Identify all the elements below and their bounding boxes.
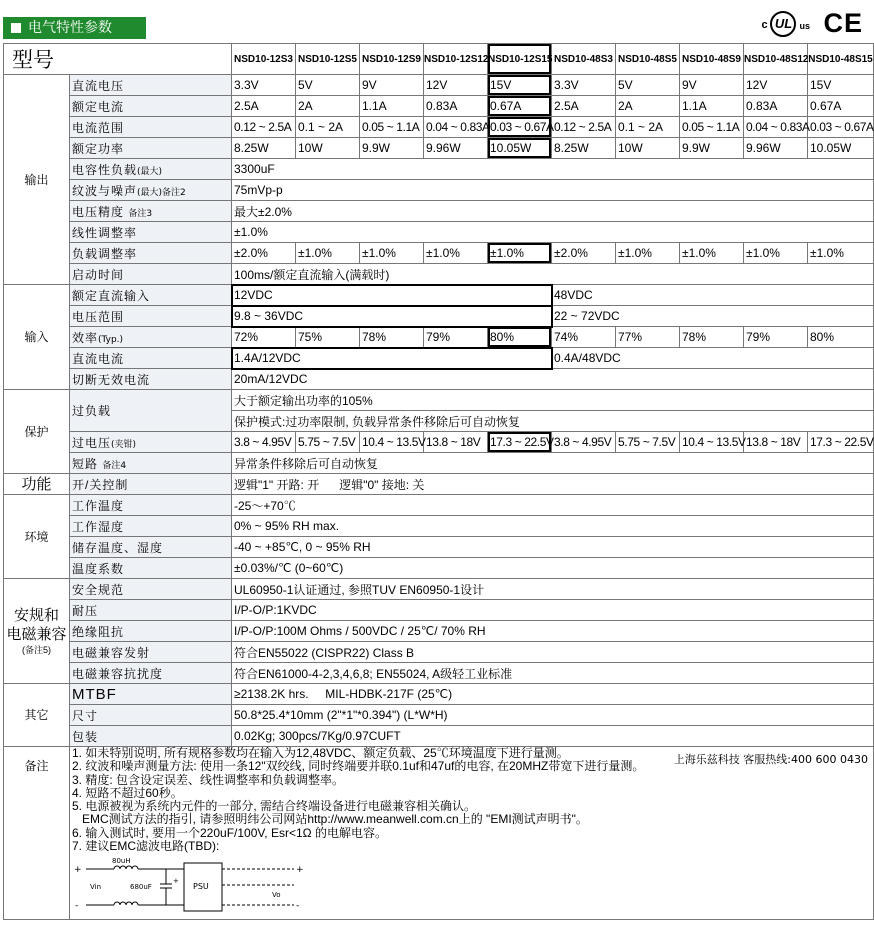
- value-cell: 0.03 ~ 0.67A: [488, 117, 552, 138]
- value-cell: 12V: [744, 75, 808, 96]
- value-cell: 10.4 ~ 13.5V: [360, 432, 424, 453]
- row-label: 额定电流: [70, 96, 232, 117]
- value-cell: ±1.0%: [296, 243, 360, 264]
- value-cell: 50.8*25.4*10mm (2"*1"*0.394") (L*W*H): [232, 705, 874, 726]
- value-cell: I/P-O/P:100M Ohms / 500VDC / 25℃/ 70% RH: [232, 621, 874, 642]
- row-label: 负载调整率: [70, 243, 232, 264]
- output-startup-row: [4, 264, 874, 285]
- row-label: 纹波与噪声(最大)备注2: [70, 180, 232, 201]
- value-cell: 5.75 ~ 7.5V: [616, 432, 680, 453]
- value-cell: 12V: [424, 75, 488, 96]
- value-cell: -40 ~ +85℃, 0 ~ 95% RH: [232, 537, 874, 558]
- value-cell: 2.5A: [232, 96, 296, 117]
- row-label: 切断无效电流: [70, 369, 232, 390]
- others-mtbf-row: [4, 684, 874, 705]
- value-cell: 74%: [552, 327, 616, 348]
- row-label: 耐压: [70, 600, 232, 621]
- emc-filter-circuit-diagram: [72, 855, 302, 915]
- value-cell: 15V: [808, 75, 874, 96]
- value-cell: 0.67A: [488, 96, 552, 117]
- row-label: MTBF: [70, 684, 232, 705]
- value-cell: 9V: [680, 75, 744, 96]
- value-cell: 2A: [296, 96, 360, 117]
- protection-overvoltage-row: [4, 432, 874, 453]
- safety-standards-row: [4, 579, 874, 600]
- value-cell: ±1.0%: [488, 243, 552, 264]
- value-cell: 8.25W: [552, 138, 616, 159]
- value-cell: 2.5A: [552, 96, 616, 117]
- value-cell: 79%: [424, 327, 488, 348]
- row-label: 直流电流: [70, 348, 232, 369]
- value-cell: 0.83A: [424, 96, 488, 117]
- row-label: 储存温度、湿度: [70, 537, 232, 558]
- model-name: NSD10-48S15: [808, 44, 874, 75]
- value-cell: 80%: [488, 327, 552, 348]
- section-title: 电气特性参数: [28, 20, 112, 36]
- value-cell: 78%: [360, 327, 424, 348]
- environment-storage-row: [4, 537, 874, 558]
- cul-us-logo: c UL us: [761, 9, 817, 39]
- input-dc-current-row: [4, 348, 874, 369]
- row-label: 过负载: [70, 390, 232, 432]
- value-cell: ±1.0%: [232, 222, 874, 243]
- output-accuracy-row: [4, 201, 874, 222]
- value-cell: 72%: [232, 327, 296, 348]
- environment-humidity-row: [4, 516, 874, 537]
- value-cell: 9.8 ~ 36VDC: [232, 306, 552, 327]
- row-label: 电压范围: [70, 306, 232, 327]
- value-cell: 9.9W: [360, 138, 424, 159]
- safety-emc-immunity-row: [4, 663, 874, 684]
- row-label: 电流范围: [70, 117, 232, 138]
- out-plus-terminal: +: [296, 865, 304, 876]
- cap-plus-label: +: [173, 877, 179, 886]
- category-protection: 保护: [4, 390, 70, 474]
- output-power-row: [4, 138, 874, 159]
- safety-withstand-row: [4, 600, 874, 621]
- value-cell: 0.1 ~ 2A: [616, 117, 680, 138]
- output-capacitive-row: [4, 159, 874, 180]
- value-cell: 0.04 ~ 0.83A: [424, 117, 488, 138]
- value-cell: 15V: [488, 75, 552, 96]
- output-load-reg-row: [4, 243, 874, 264]
- section-title-bar: [3, 17, 146, 39]
- value-cell: 0% ~ 95% RH max.: [232, 516, 874, 537]
- output-voltage-row: [4, 75, 874, 96]
- value-cell: ±1.0%: [360, 243, 424, 264]
- category-notes: 备注: [4, 747, 70, 920]
- value-cell: 0.12 ~ 2.5A: [552, 117, 616, 138]
- value-cell: 0.05 ~ 1.1A: [680, 117, 744, 138]
- category-others: 其它: [4, 684, 70, 747]
- others-packing-row: [4, 726, 874, 747]
- value-cell: 9.9W: [680, 138, 744, 159]
- value-cell: 0.67A: [808, 96, 874, 117]
- value-cell: ±1.0%: [616, 243, 680, 264]
- model-name: NSD10-12S5: [296, 44, 360, 75]
- value-cell: 3.3V: [552, 75, 616, 96]
- row-label: 效率(Typ.): [70, 327, 232, 348]
- value-cell: ±1.0%: [424, 243, 488, 264]
- row-label: 线性调整率: [70, 222, 232, 243]
- value-cell: 9.96W: [744, 138, 808, 159]
- value-cell: 0.1 ~ 2A: [296, 117, 360, 138]
- note-line: 3. 精度: 包含设定误差、线性调整率和负载调整率。: [72, 772, 345, 787]
- spec-table: [3, 43, 874, 920]
- output-range-row: [4, 117, 874, 138]
- note-line: 4. 短路不超过60秒。: [72, 785, 183, 800]
- input-noload-row: [4, 369, 874, 390]
- output-line-reg-row: [4, 222, 874, 243]
- environment-temp-row: [4, 495, 874, 516]
- output-ripple-row: [4, 180, 874, 201]
- value-cell: I/P-O/P:1KVDC: [232, 600, 874, 621]
- value-cell: 77%: [616, 327, 680, 348]
- input-vrange-row: [4, 306, 874, 327]
- row-label: 短路 备注4: [70, 453, 232, 474]
- row-label: 启动时间: [70, 264, 232, 285]
- value-cell: 3.8 ~ 4.95V: [232, 432, 296, 453]
- value-cell: 13.8 ~ 18V: [424, 432, 488, 453]
- input-rated-row: [4, 285, 874, 306]
- value-cell: 78%: [680, 327, 744, 348]
- safety-emc-emission-row: [4, 642, 874, 663]
- row-label: 电磁兼容抗扰度: [70, 663, 232, 684]
- value-cell: 3300uF: [232, 159, 874, 180]
- category-safety-emc: 安规和 电磁兼容 (备注5): [4, 579, 70, 684]
- notes-content: [70, 747, 874, 920]
- value-cell: 符合EN61000-4-2,3,4,6,8; EN55024, A级轻工业标准: [232, 663, 874, 684]
- value-cell: 10.05W: [488, 138, 552, 159]
- model-name: NSD10-12S12: [424, 44, 488, 75]
- value-cell: 0.4A/48VDC: [552, 348, 874, 369]
- value-cell: ±1.0%: [808, 243, 874, 264]
- ce-logo: CE: [823, 8, 863, 38]
- value-cell: 逻辑"1" 开路: 开 逻辑"0" 接地: 关: [232, 474, 874, 495]
- value-cell: 3.3V: [232, 75, 296, 96]
- value-cell: ±1.0%: [744, 243, 808, 264]
- model-label: 型号: [4, 44, 232, 75]
- value-cell: 0.04 ~ 0.83A: [744, 117, 808, 138]
- value-cell: 8.25W: [232, 138, 296, 159]
- square-bullet-icon: [11, 23, 21, 33]
- value-cell: 异常条件移除后可自动恢复: [232, 453, 874, 474]
- row-label: 尺寸: [70, 705, 232, 726]
- value-cell: 17.3 ~ 22.5V: [808, 432, 874, 453]
- safety-isolation-row: [4, 621, 874, 642]
- notes-row: [4, 747, 874, 920]
- value-cell: 10.4 ~ 13.5V: [680, 432, 744, 453]
- row-label: 绝缘阻抗: [70, 621, 232, 642]
- model-name: NSD10-12S9: [360, 44, 424, 75]
- row-label: 工作湿度: [70, 516, 232, 537]
- value-cell: ±2.0%: [232, 243, 296, 264]
- row-label: 安全规范: [70, 579, 232, 600]
- category-output: 输出: [4, 75, 70, 285]
- model-name: NSD10-12S3: [232, 44, 296, 75]
- value-cell: 48VDC: [552, 285, 874, 306]
- value-cell: -25～+70℃: [232, 495, 874, 516]
- value-cell: 0.03 ~ 0.67A: [808, 117, 874, 138]
- row-label: 直流电压: [70, 75, 232, 96]
- row-label: 额定功率: [70, 138, 232, 159]
- value-cell: 9V: [360, 75, 424, 96]
- value-cell: 13.8 ~ 18V: [744, 432, 808, 453]
- value-cell: 10.05W: [808, 138, 874, 159]
- value-cell: 保护模式:过功率限制, 负载异常条件移除后可自动恢复: [232, 411, 874, 432]
- note-line: 7. 建议EMC滤波电路(TBD):: [72, 839, 220, 854]
- value-cell: 3.8 ~ 4.95V: [552, 432, 616, 453]
- inductor-label: 80uH: [112, 857, 131, 866]
- model-header-row: [4, 44, 874, 75]
- function-onoff-row: [4, 474, 874, 495]
- value-cell: 100ms/额定直流输入(满载时): [232, 264, 874, 285]
- model-name: NSD10-48S3: [552, 44, 616, 75]
- value-cell: 75mVp-p: [232, 180, 874, 201]
- model-name: NSD10-48S9: [680, 44, 744, 75]
- note-line: 2. 纹波和噪声测量方法: 使用一条12"双绞线, 同时终端要并联0.1uf和47uf的电容, 在20MHZ带宽下进行量测。: [72, 759, 645, 774]
- certification-marks: [761, 8, 863, 39]
- environment-coef-row: [4, 558, 874, 579]
- value-cell: 10W: [616, 138, 680, 159]
- note-line: 1. 如未特别说明, 所有规格参数均在输入为12,48VDC、额定负载、25℃环境温度下进行量测。: [72, 746, 569, 760]
- value-cell: 5V: [296, 75, 360, 96]
- model-name: NSD10-12S15: [488, 44, 552, 75]
- value-cell: 1.1A: [680, 96, 744, 117]
- value-cell: 5.75 ~ 7.5V: [296, 432, 360, 453]
- value-cell: 2A: [616, 96, 680, 117]
- category-input: 输入: [4, 285, 70, 390]
- value-cell: 79%: [744, 327, 808, 348]
- input-eff-row: [4, 327, 874, 348]
- value-cell: 0.12 ~ 2.5A: [232, 117, 296, 138]
- value-cell: 0.83A: [744, 96, 808, 117]
- row-label: 额定直流输入: [70, 285, 232, 306]
- out-minus-terminal: -: [296, 901, 300, 912]
- value-cell: 0.02Kg; 300pcs/7Kg/0.97CUFT: [232, 726, 874, 747]
- value-cell: 1.1A: [360, 96, 424, 117]
- value-cell: ≥2138.2K hrs. MIL-HDBK-217F (25℃): [232, 684, 874, 705]
- row-label: 开/关控制: [70, 474, 232, 495]
- row-label: 电磁兼容发射: [70, 642, 232, 663]
- note-line: 5. 电源被视为系统内元件的一部分, 需结合终端设备进行电磁兼容相关确认。: [72, 799, 477, 814]
- contact-hotline: 上海乐兹科技 客服热线:400 600 0430: [673, 753, 868, 766]
- value-cell: UL60950-1认证通过, 参照TUV EN60950-1设计: [232, 579, 874, 600]
- row-label: 温度系数: [70, 558, 232, 579]
- value-cell: 5V: [616, 75, 680, 96]
- emc-filter-circuit: [72, 855, 871, 918]
- vin-label: Vin: [90, 883, 102, 892]
- row-label: 电容性负载(最大): [70, 159, 232, 180]
- value-cell: ±2.0%: [552, 243, 616, 264]
- value-cell: 最大±2.0%: [232, 201, 874, 222]
- row-label: 包装: [70, 726, 232, 747]
- note-line: 6. 输入测试时, 要用一个220uF/100V, Esr<1Ω 的电解电容。: [72, 825, 387, 840]
- row-label: 过电压(夹钳): [70, 432, 232, 453]
- row-label: 工作温度: [70, 495, 232, 516]
- vo-label: Vo: [272, 891, 281, 900]
- capacitor-label: 680uF: [130, 883, 152, 892]
- minus-terminal: -: [75, 901, 79, 912]
- category-function: 功能: [4, 474, 70, 495]
- value-cell: 12VDC: [232, 285, 552, 306]
- value-cell: 1.4A/12VDC: [232, 348, 552, 369]
- output-current-row: [4, 96, 874, 117]
- protection-overload-row-1: [4, 390, 874, 411]
- row-label: 电压精度 备注3: [70, 201, 232, 222]
- value-cell: 20mA/12VDC: [232, 369, 874, 390]
- value-cell: 0.05 ~ 1.1A: [360, 117, 424, 138]
- value-cell: ±1.0%: [680, 243, 744, 264]
- value-cell: 80%: [808, 327, 874, 348]
- others-dimension-row: [4, 705, 874, 726]
- value-cell: 17.3 ~ 22.5V: [488, 432, 552, 453]
- model-name: NSD10-48S5: [616, 44, 680, 75]
- protection-short-row: [4, 453, 874, 474]
- category-environment: 环境: [4, 495, 70, 579]
- value-cell: 符合EN55022 (CISPR22) Class B: [232, 642, 874, 663]
- value-cell: 大于额定输出功率的105%: [232, 390, 874, 411]
- value-cell: 9.96W: [424, 138, 488, 159]
- model-name: NSD10-48S12: [744, 44, 808, 75]
- plus-terminal: +: [74, 865, 82, 876]
- value-cell: ±0.03%/℃ (0~60℃): [232, 558, 874, 579]
- note-line: EMC测试方法的指引, 请参照明纬公司网站http://www.meanwell.com.cn上的 "EMI测试声明书"。: [82, 812, 588, 827]
- psu-label: PSU: [193, 882, 209, 892]
- value-cell: 22 ~ 72VDC: [552, 306, 874, 327]
- value-cell: 75%: [296, 327, 360, 348]
- value-cell: 10W: [296, 138, 360, 159]
